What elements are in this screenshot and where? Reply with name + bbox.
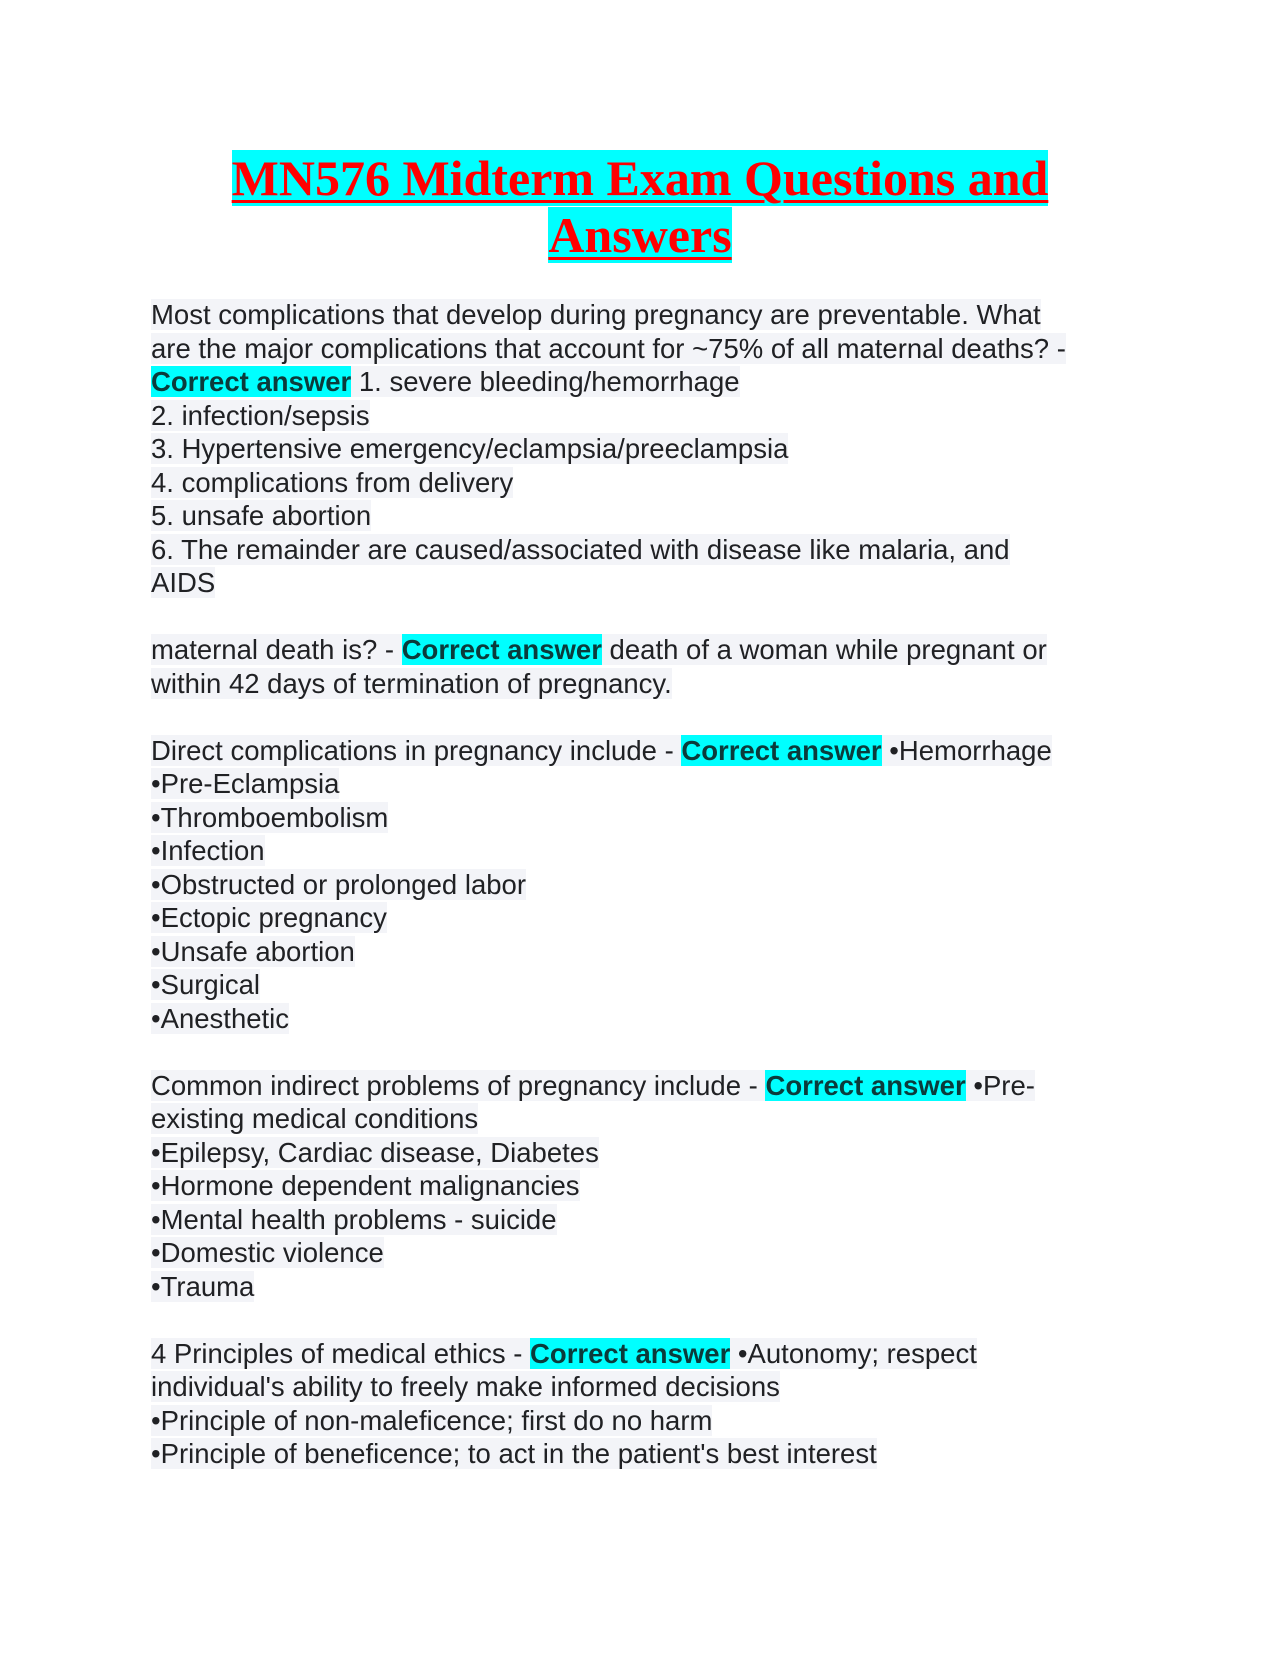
line-text: •Epilepsy, Cardiac disease, Diabetes: [151, 1136, 599, 1168]
text-line: [151, 1404, 1131, 1438]
text-line: [151, 1236, 1131, 1270]
line-text: death of a woman while pregnant or: [601, 634, 1047, 665]
correct-answer-marker: Correct answer: [681, 734, 882, 766]
text-line: [151, 1069, 1131, 1103]
line-text: •Autonomy; respect: [730, 1337, 977, 1369]
qa-block: [151, 633, 1131, 700]
text-line: [151, 767, 1131, 801]
line-text: •Pre-: [965, 1069, 1035, 1101]
page-title: [0, 150, 1280, 264]
title-line-2: Answers: [548, 207, 732, 263]
text-line: [151, 1203, 1131, 1237]
qa-block: [151, 734, 1131, 1036]
text-line: [151, 734, 1131, 768]
text-line: [151, 1270, 1131, 1304]
line-text: 6. The remainder are caused/associated with disease like malaria, and: [151, 533, 1010, 565]
text-line: [151, 834, 1131, 868]
line-text: •Obstructed or prolonged labor: [151, 868, 526, 900]
text-line: [151, 365, 1131, 399]
line-text: •Domestic violence: [151, 1237, 384, 1268]
line-text: •Surgical: [151, 969, 260, 1000]
text-line: [151, 868, 1131, 902]
text-line: [151, 533, 1131, 567]
line-text: individual's ability to freely make informed decisions: [151, 1371, 780, 1402]
text-line: [151, 466, 1131, 500]
line-text: •Hemorrhage: [881, 734, 1052, 766]
text-line: [151, 566, 1131, 600]
line-text: within 42 days of termination of pregnancy.: [151, 667, 672, 699]
text-line: [151, 1437, 1131, 1471]
text-line: [151, 399, 1131, 433]
line-text: existing medical conditions: [151, 1103, 479, 1134]
line-text: Most complications that develop during pregnancy are preventable. What: [151, 299, 1041, 330]
text-line: [151, 667, 1131, 701]
correct-answer-marker: Correct answer: [401, 634, 602, 665]
qa-content: [151, 298, 1131, 1504]
text-line: [151, 499, 1131, 533]
correct-answer-marker: Correct answer: [530, 1337, 731, 1369]
line-text: 5. unsafe abortion: [151, 500, 372, 531]
qa-block: [151, 1337, 1131, 1471]
line-text: 2. infection/sepsis: [151, 399, 370, 431]
line-text: 4. complications from delivery: [151, 466, 514, 498]
line-text: Direct complications in pregnancy include -: [151, 734, 682, 766]
line-text: 1. severe bleeding/hemorrhage: [351, 366, 740, 397]
line-text: maternal death is? -: [151, 634, 402, 665]
text-line: [151, 432, 1131, 466]
line-text: •Anesthetic: [151, 1002, 290, 1034]
line-text: •Pre-Eclampsia: [151, 768, 340, 799]
line-text: •Principle of beneficence; to act in the patient's best interest: [151, 1438, 877, 1469]
line-text: •Infection: [151, 835, 265, 866]
text-line: [151, 968, 1131, 1002]
text-line: [151, 801, 1131, 835]
text-line: [151, 1337, 1131, 1371]
text-line: [151, 1136, 1131, 1170]
line-text: •Hormone dependent malignancies: [151, 1170, 580, 1201]
line-text: •Ectopic pregnancy: [151, 902, 387, 933]
text-line: [151, 901, 1131, 935]
correct-answer-marker: Correct answer: [151, 366, 352, 397]
title-line-1: MN576 Midterm Exam Questions and: [231, 150, 1049, 206]
text-line: [151, 1102, 1131, 1136]
text-line: [151, 633, 1131, 667]
line-text: are the major complications that account for ~75% of all maternal deaths? -: [151, 332, 1066, 364]
line-text: •Principle of non-maleficence; first do no harm: [151, 1404, 713, 1436]
line-text: AIDS: [151, 567, 216, 598]
line-text: •Trauma: [151, 1270, 255, 1302]
line-text: 4 Principles of medical ethics -: [151, 1337, 531, 1369]
line-text: •Mental health problems - suicide: [151, 1203, 557, 1235]
text-line: [151, 1370, 1131, 1404]
line-text: •Thromboembolism: [151, 801, 389, 833]
text-line: [151, 298, 1131, 332]
line-text: 3. Hypertensive emergency/eclampsia/preeclampsia: [151, 433, 789, 464]
correct-answer-marker: Correct answer: [765, 1069, 966, 1101]
text-line: [151, 1002, 1131, 1036]
qa-block: [151, 298, 1131, 600]
line-text: Common indirect problems of pregnancy include -: [151, 1069, 766, 1101]
qa-block: [151, 1069, 1131, 1304]
line-text: •Unsafe abortion: [151, 935, 355, 967]
text-line: [151, 1169, 1131, 1203]
text-line: [151, 935, 1131, 969]
text-line: [151, 332, 1131, 366]
